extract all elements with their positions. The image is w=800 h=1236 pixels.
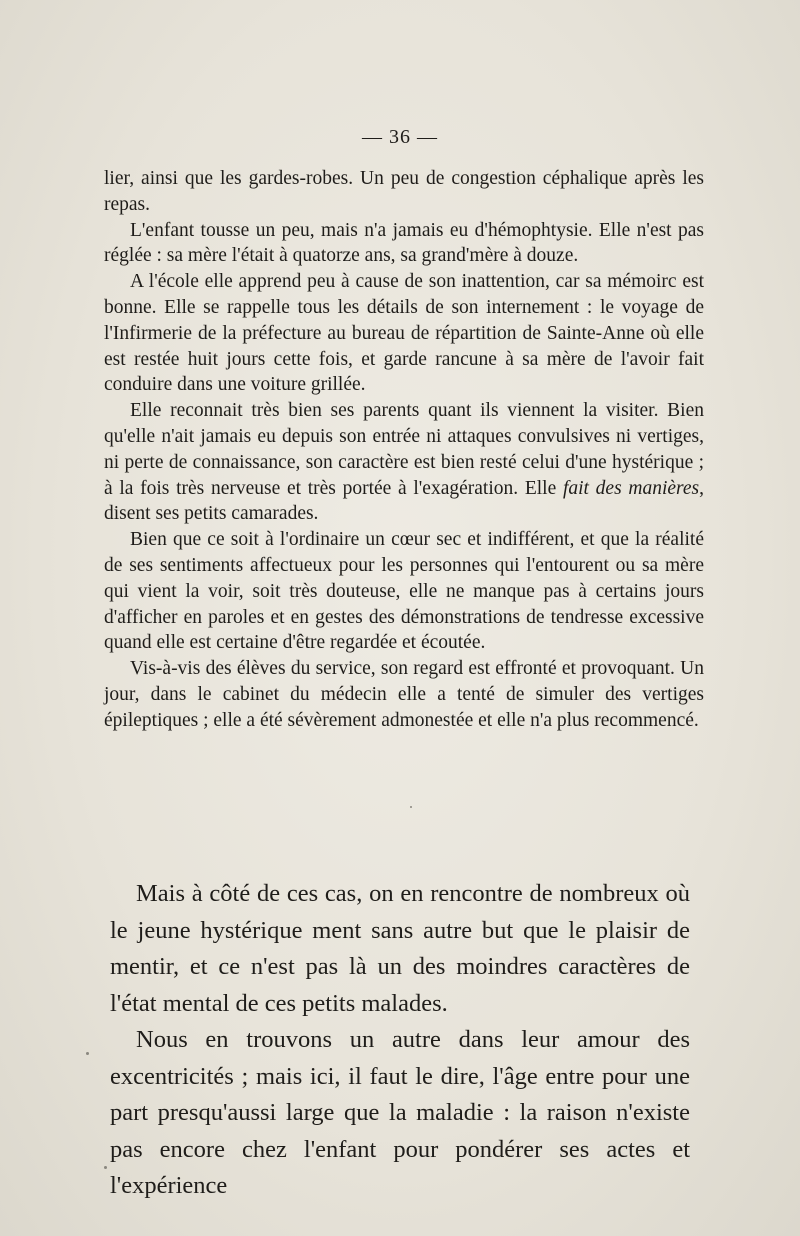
page-number: — 36 — (362, 126, 438, 148)
paragraph: Vis-à-vis des élèves du service, son regard est effronté et provoquant. Un jour, dans le cabinet du médecin elle a tenté de simuler des vertiges épileptiques ; elle a été sévèrement admonestée et elle n'a plus recommencé. (104, 658, 704, 731)
paragraph: A l'école elle apprend peu à cause de son inattention, car sa mémoirc est bonne. Elle se rappelle tous les détails de son internement : le voyage de l'Infirmerie de la préfecture au bureau de répartition de Sainte-Anne où elle est restée huit jours cette fois, et garde rancune à sa mère de l'avoir fait conduire dans une voiture grillée. (104, 271, 704, 396)
paragraph-text: Elle reconnait très bien ses parents quant ils viennent la visiter. Bien qu'elle n'ait jamais eu depuis son entrée ni attaques convulsives ni vertiges, ni perte de connaissance, son caractère est bien resté celui d'une hystérique ; à la fois très nerveuse et très portée à l'exagération. Elle (104, 400, 704, 499)
paragraph: Mais à côté de ces cas, on en rencontre de nombreux où le jeune hystérique ment sans autre but que le plaisir de mentir, et ce n'est pas là un des moindres caractères de l'état mental de ces petits malades. (110, 880, 690, 1017)
paragraph: lier, ainsi que les gardes-robes. Un peu de congestion céphalique après les repas. (104, 168, 704, 215)
italic-phrase: fait des manières (562, 477, 700, 499)
case-description (104, 166, 704, 734)
paper-speck (410, 806, 412, 808)
paragraph: Bien que ce soit à l'ordinaire un cœur sec et indifférent, et que la réalité de ses sentiments affectueux pour les personnes qui l'entourent ou sa mère qui vient la voir, soit très douteuse, elle ne manque pas à certains jours d'afficher en paroles et en gestes des démonstrations de tendresse excessive quand elle est certaine d'être regardée et écoutée. (104, 529, 704, 654)
paper-speck (86, 1052, 89, 1055)
paper-speck (104, 1166, 107, 1169)
paragraph: L'enfant tousse un peu, mais n'a jamais eu d'hémophtysie. Elle n'est pas réglée : sa mère l'était à quatorze ans, sa grand'mère à douze. (104, 219, 704, 267)
paragraph-text: , disent ses petits camarades. (104, 477, 704, 525)
commentary (110, 876, 690, 1205)
paragraph (104, 398, 704, 527)
paragraph: Nous en trouvons un autre dans leur amour des excentricités ; mais ici, il faut le dire, l'âge entre pour une part presqu'aussi large que la maladie : la raison n'existe pas encore chez l'enfant pour pondérer ses actes et l'expérience (110, 1026, 690, 1199)
